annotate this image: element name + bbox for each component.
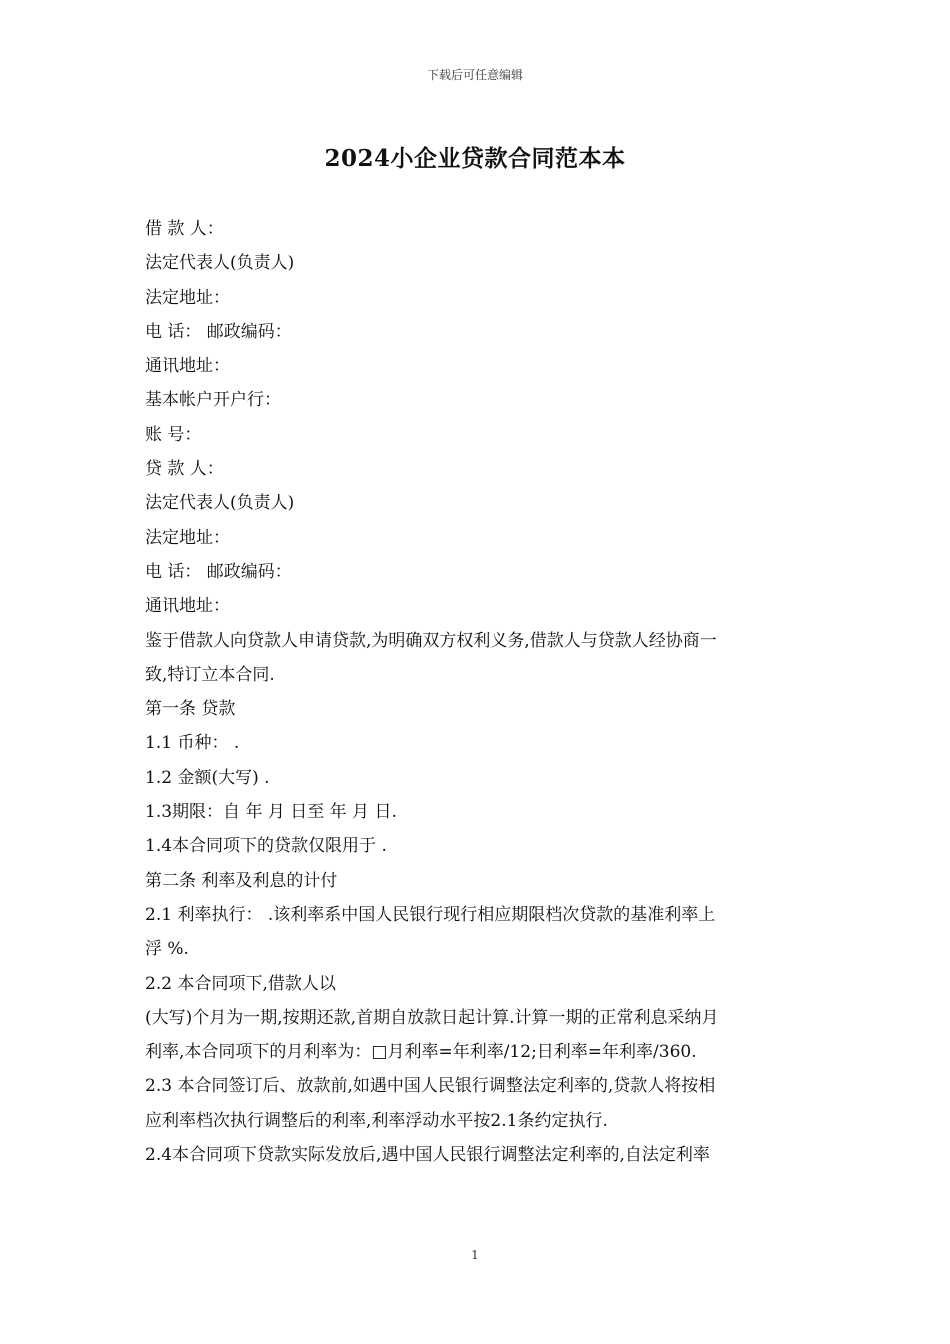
body-line: 通讯地址： <box>145 596 230 617</box>
body-line: 法定代表人(负责人) <box>145 493 295 514</box>
body-line: 借 款 人： <box>145 219 224 239</box>
body-line: 贷 款 人： <box>145 459 224 480</box>
body-line: 利率,本合同项下的月利率为：□月利率=年利率/12;日利率=年利率/360. <box>145 1042 697 1063</box>
contract-body <box>145 212 810 1172</box>
body-line: 2.1 利率执行： .该利率系中国人民银行现行相应期限档次贷款的基准利率上 <box>145 904 716 925</box>
body-line: 浮 %. <box>145 939 189 960</box>
section-heading: 第二条 利率及利息的计付 <box>145 870 338 891</box>
body-line: 致,特订立本合同. <box>145 664 275 685</box>
body-line: 法定地址： <box>145 527 230 548</box>
body-line: 法定代表人(负责人) <box>145 253 295 274</box>
body-line: (大写)个月为一期,按期还款,首期自放款日起计算.计算一期的正常利息采纳月 <box>145 1007 719 1028</box>
body-line: 2.2 本合同项下,借款人以 <box>145 973 336 994</box>
body-line: 应利率档次执行调整后的利率,利率浮动水平按2.1条约定执行. <box>145 1110 608 1131</box>
body-line: 1.4本合同项下的贷款仅限用于 . <box>145 836 387 857</box>
body-line: 1.3期限：自 年 月 日至 年 月 日. <box>145 802 397 823</box>
body-line: 电 话： 邮政编码： <box>145 321 292 342</box>
body-line: 基本帐户开户行： <box>145 390 281 411</box>
body-line: 账 号： <box>145 424 202 445</box>
section-heading: 第一条 贷款 <box>145 699 236 720</box>
document-title: 2024小企业贷款合同范本本 <box>324 145 626 172</box>
body-line: 鉴于借款人向贷款人申请贷款,为明确双方权利义务,借款人与贷款人经协商一 <box>145 630 717 651</box>
body-line: 2.3 本合同签订后、放款前,如遇中国人民银行调整法定利率的,贷款人将按相 <box>145 1076 716 1097</box>
page-number: 1 <box>471 1248 479 1262</box>
body-line: 通讯地址： <box>145 356 230 377</box>
body-line: 1.1 币种： . <box>145 733 240 754</box>
body-line: 电 话： 邮政编码： <box>145 561 292 582</box>
body-line: 法定地址： <box>145 287 230 308</box>
body-line: 2.4本合同项下贷款实际发放后,遇中国人民银行调整法定利率的,自法定利率 <box>145 1145 710 1166</box>
header-note: 下载后可任意编辑 <box>426 68 523 82</box>
body-line: 1.2 金额(大写) . <box>145 767 270 788</box>
